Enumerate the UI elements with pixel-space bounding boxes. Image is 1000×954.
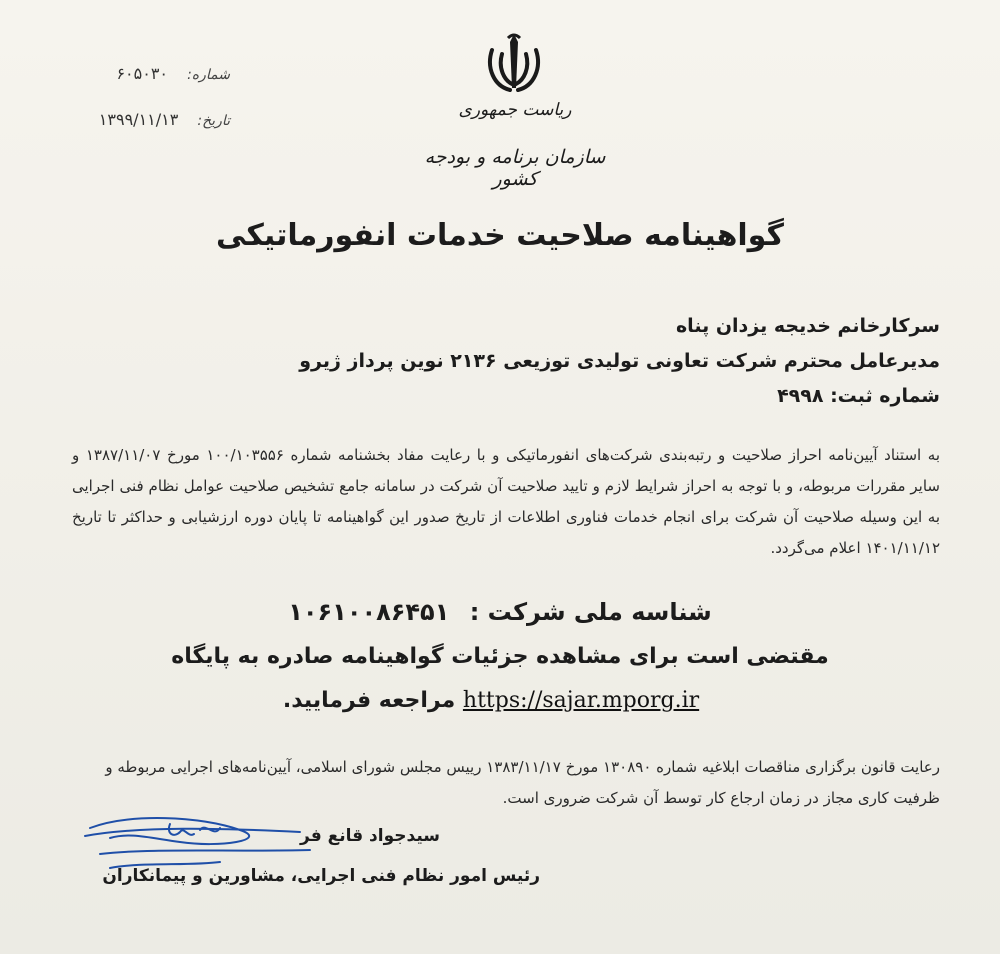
national-id	[0, 598, 1000, 626]
recipient-position: مدیرعامل محترم شرکت تعاونی تولیدی توزیعی ۲۱۳۶ نوین پرداز ژیرو	[299, 350, 940, 372]
signatory-title: رئیس امور نظام فنی اجرایی، مشاورین و پیمانکاران	[102, 866, 540, 886]
org-presidency: ریاست جمهوری	[458, 100, 572, 120]
iran-emblem-icon	[478, 28, 550, 100]
reference-suffix: مراجعه فرمایید.	[282, 688, 456, 713]
certificate-body: به استناد آیین‌نامه احراز صلاحیت و رتبه‌بندی شرکت‌های انفورماتیکی و با رعایت مفاد بخشنامه شماره ۱۰۰/۱۰۳۵۵۶ مورخ ۱۳۸۷/۱۱/۰۷ و سایر مقررات مربوطه، و با توجه به احراز شرایط لازم و تایید صلاحیت آن شرکت در سامانه جامع تشخیص صلاحیت عوامل نظام فنی اجرایی به این وسیله صلاحیت آن شرکت برای انجام خدمات فناوری اطلاعات از تاریخ صدور این گواهینامه تا پایان دوره ارزشیابی و حداکثر تا تاریخ ۱۴۰۱/۱۱/۱۲ اعلام می‌گردد.	[72, 446, 941, 557]
registration-number: شماره ثبت: ۴۹۹۸	[777, 385, 940, 407]
certificate-title: گواهینامه صلاحیت خدمات انفورماتیکی	[216, 218, 784, 253]
org-planning-budget: سازمان برنامه و بودجه کشور	[424, 146, 606, 190]
national-id-label: شناسه ملی شرکت :	[469, 598, 712, 626]
letter-number-value: ۶۰۵۰۳۰	[116, 64, 168, 83]
letter-date	[80, 110, 230, 129]
recipient-name: سرکارخانم خدیجه یزدان پناه	[675, 315, 940, 337]
signatory-name: سیدجواد قانع فر	[300, 826, 440, 846]
letter-date-label: تاریخ:	[197, 113, 230, 129]
sajar-link[interactable]: https://sajar.mporg.ir	[462, 688, 700, 713]
reference-line	[0, 688, 1000, 713]
notice-line: مقتضی است برای مشاهده جزئیات گواهینامه صادره به پایگاه	[171, 644, 829, 669]
letter-number	[80, 64, 230, 83]
letter-number-label: شماره:	[187, 67, 230, 83]
national-id-value: ۱۰۶۱۰۰۸۶۴۵۱	[288, 598, 450, 626]
footer-notice: رعایت قانون برگزاری مناقصات ابلاغیه شماره ۱۳۰۸۹۰ مورخ ۱۳۸۳/۱۱/۱۷ رییس مجلس شورای اسلامی، آیین‌نامه‌های اجرایی مربوطه و ظرفیت کاری مجاز در زمان ارجاع کار توسط آن شرکت ضروری است.	[105, 758, 940, 807]
letter-date-value: ۱۳۹۹/۱۱/۱۳	[98, 110, 179, 129]
